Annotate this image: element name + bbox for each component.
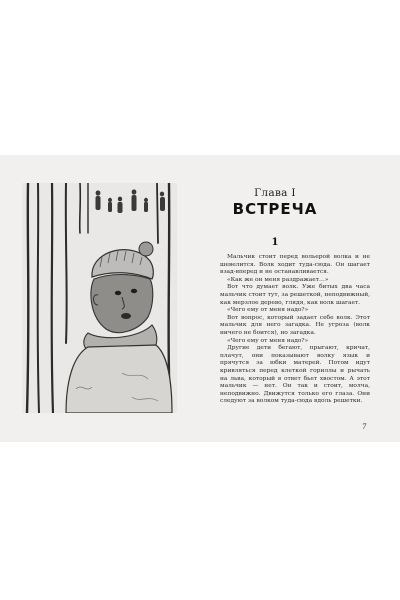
illustration	[22, 183, 177, 413]
chapter-title: ВСТРЕЧА	[232, 200, 318, 218]
paragraph: «Чего ему от меня надо?»	[227, 307, 309, 314]
illustration-boy-at-wolf-enclosure	[22, 183, 177, 413]
paragraph: Вот что думает волк. Уже битых два часа мальчик стоит тут, за решеткой, неподвижный, как мерзлое дерево, глядя, как волк шагает.	[220, 284, 370, 306]
paragraph: Вот вопрос, который задает себе волк. Этот мальчик для него загадка. Не угроза (волк ничего не боится), но загадка.	[220, 314, 370, 336]
section-number: 1	[271, 237, 279, 248]
paragraph: «Как же он меня раздражает…»	[227, 276, 329, 283]
page-number: 7	[362, 423, 367, 431]
body-text	[220, 254, 370, 406]
paragraph: Другие дети бегают, прыгают, кричат, плачут, они показывают волку язык и прячутся за юбки матерей. Потом идут кривляться перед клеткой гориллы и рычать на льва, который в ответ бьет хвостом. А этот мальчик — нет. Он так и стоит, молча, неподвижно. Движутся только его глаза. Они следуют за волком туда-сюда вдоль решетки.	[220, 345, 370, 405]
chapter-label: Глава I	[254, 187, 296, 199]
paragraph: Мальчик стоит перед вольерой волка и не шевелится. Волк ходит туда-сюда. Он шагает взад-вперед и не останавливается.	[220, 254, 370, 276]
paragraph: «Чего ему от меня надо?»	[227, 337, 309, 344]
